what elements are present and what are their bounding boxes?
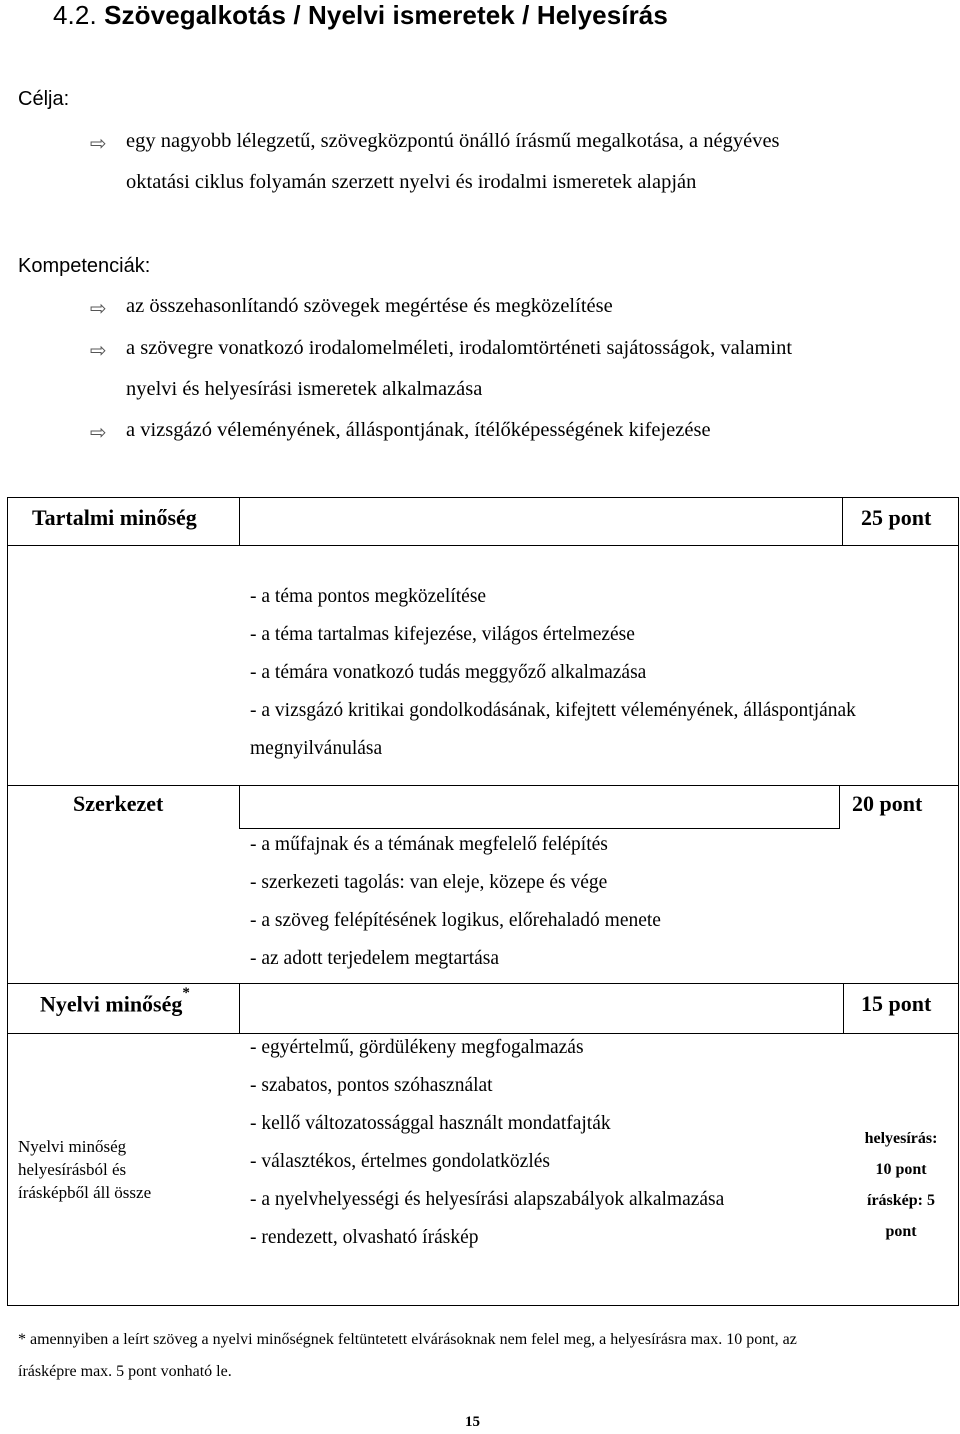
arrow-icon: ⇨	[90, 296, 107, 320]
nyelvi-note-line: Nyelvi minőség	[18, 1137, 127, 1156]
szerkezet-criterion: - a műfajnak és a témának megfelelő felépítés	[250, 834, 608, 855]
celja-item-line1: egy nagyobb lélegzetű, szövegközpontú önálló írásmű megalkotása, a négyéves	[126, 130, 780, 152]
nyelvi-points: 15 pont	[861, 991, 932, 1016]
nyelvi-note-line: írásképből áll össze	[18, 1183, 152, 1202]
arrow-icon: ⇨	[90, 338, 107, 362]
tartalmi-criterion: - a vizsgázó kritikai gondolkodásának, kifejtett véleményének, álláspontjának	[250, 700, 856, 721]
footnote-marker: *	[18, 1331, 26, 1348]
celja-item-line2: oktatási ciklus folyamán szerzett nyelvi és irodalmi ismeretek alapján	[126, 171, 697, 193]
nyelvi-title-text: Nyelvi minőség	[40, 991, 183, 1017]
kompetencia-item	[126, 286, 936, 327]
page-number: 15	[465, 1414, 480, 1430]
kompetencia-item-line1: a vizsgázó véleményének, álláspontjának, ítélőképességének kifejezése	[126, 419, 711, 441]
nyelvi-criterion: - kellő változatossággal használt mondatfajták	[250, 1113, 611, 1134]
asterisk-marker: *	[182, 985, 190, 1001]
nyelvi-criterion: - választékos, értelmes gondolatközlés	[250, 1151, 550, 1172]
kompetenciak-label: Kompetenciák:	[18, 255, 151, 277]
nyelvi-criterion: - egyértelmű, gördülékeny megfogalmazás	[250, 1037, 584, 1058]
sub-points-line: íráskép: 5	[867, 1192, 935, 1209]
celja-item	[126, 121, 936, 203]
tartalmi-points: 25 pont	[861, 505, 932, 530]
tartalmi-criterion: megnyilvánulása	[250, 738, 383, 759]
tartalmi-criterion: - a téma pontos megközelítése	[250, 586, 487, 607]
szerkezet-criterion: - a szöveg felépítésének logikus, előrehaladó menete	[250, 910, 661, 931]
footnote-text: amennyiben a leírt szöveg a nyelvi minőségnek feltüntetett elvárásoknak nem felel meg, a helyesírásra max. 10 pont, az	[30, 1331, 797, 1348]
szerkezet-criterion: - szerkezeti tagolás: van eleje, közepe és vége	[250, 872, 608, 893]
nyelvi-title	[40, 985, 190, 1017]
sub-points-line: pont	[885, 1223, 917, 1240]
kompetencia-item-line1: az összehasonlítandó szövegek megértése és megközelítése	[126, 295, 613, 317]
kompetencia-item-line2: nyelvi és helyesírási ismeretek alkalmazása	[126, 378, 483, 400]
heading-number: 4.2.	[53, 0, 97, 30]
sub-points-line: helyesírás:	[864, 1130, 938, 1147]
tartalmi-criterion: - a témára vonatkozó tudás meggyőző alkalmazása	[250, 662, 647, 683]
szerkezet-title: Szerkezet	[73, 791, 164, 816]
szerkezet-criterion: - az adott terjedelem megtartása	[250, 948, 500, 969]
kompetencia-item-line1: a szövegre vonatkozó irodalomelméleti, irodalomtörténeti sajátosságok, valamint	[126, 337, 793, 359]
celja-label: Célja:	[18, 88, 70, 110]
arrow-icon: ⇨	[90, 131, 107, 155]
tartalmi-title: Tartalmi minőség	[32, 505, 197, 530]
page-heading	[53, 0, 668, 31]
footnote-line1	[18, 1331, 797, 1349]
nyelvi-criterion: - a nyelvhelyességi és helyesírási alapszabályok alkalmazása	[250, 1189, 725, 1210]
heading-title: Szövegalkotás / Nyelvi ismeretek / Helyesírás	[104, 0, 668, 30]
kompetencia-item	[126, 410, 936, 451]
tartalmi-criterion: - a téma tartalmas kifejezése, világos értelmezése	[250, 624, 635, 645]
arrow-icon: ⇨	[90, 420, 107, 444]
footnote-line2: írásképre max. 5 pont vonható le.	[18, 1363, 232, 1380]
nyelvi-criterion: - rendezett, olvasható íráskép	[250, 1227, 479, 1248]
nyelvi-note-line: helyesírásból és	[18, 1160, 127, 1179]
nyelvi-criterion: - szabatos, pontos szóhasználat	[250, 1075, 493, 1096]
sub-points-line: 10 pont	[875, 1161, 927, 1178]
kompetencia-item	[126, 328, 936, 410]
szerkezet-points: 20 pont	[852, 791, 923, 816]
